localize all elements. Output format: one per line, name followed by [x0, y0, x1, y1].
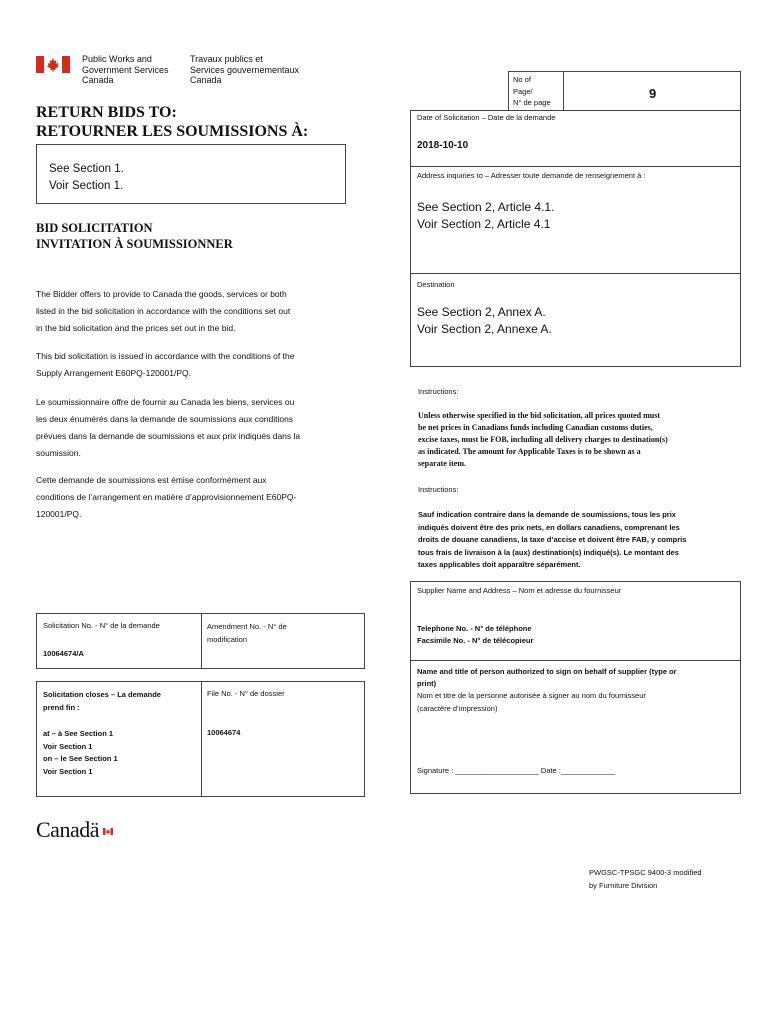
destination-label: Destination [417, 280, 455, 289]
offer-paragraph-fr: Le soumissionnaire offre de fournir au Canada les biens, services ou les deux énumérés dans la demande de soumissions aux conditions prévues dans la demande de soumissions et aux prix indiqués dans la soumission. [36, 397, 301, 458]
solicitation-number-value: 10064674/A [43, 649, 84, 658]
department-name-fr: Travaux publics et Services gouvernementaux Canada [190, 54, 300, 85]
supplier-label: Supplier Name and Address – Nom et adresse du fournisseur [417, 586, 622, 595]
return-bids-heading-en: RETURN BIDS TO: [36, 104, 177, 121]
solicitation-closes-value: at – à See Section 1 Voir Section 1 on – le See Section 1 Voir Section 1 [43, 729, 118, 776]
destination-value: See Section 2, Annex A. Voir Section 2, Annexe A. [417, 305, 552, 336]
date-value: 2018-10-10 [417, 140, 469, 151]
supplier-box [410, 581, 741, 794]
supply-arrangement-paragraph-fr: Cette demande de soumissions est émise conformément aux conditions de l’arrangement en matière d’approvisionnement E60PQ- 120001/PQ. [36, 475, 297, 519]
instructions-label-en: Instructions: [418, 387, 459, 396]
canada-flag-icon [36, 56, 70, 73]
form-number-note: PWGSC-TPSGC 9400-3 modified by Furniture Division [589, 868, 702, 890]
file-number-label: File No. - N° de dossier [207, 689, 285, 698]
offer-paragraph-en: The Bidder offers to provide to Canada the goods, services or both listed in the bid solicitation in accordance with the conditions set out in the bid solicitation and the prices set out in the bid. [36, 289, 291, 333]
page-count-label: No of Page/ N° de page [513, 75, 551, 107]
date-label: Date of Solicitation – Date de la demande [417, 113, 556, 122]
closing-file-box [36, 681, 365, 797]
supply-arrangement-paragraph-en: This bid solicitation is issued in accordance with the conditions of the Supply Arrangement E60PQ-120001/PQ. [36, 351, 295, 378]
bid-solicitation-heading-fr: INVITATION À SOUMISSIONNER [36, 237, 233, 251]
amendment-label: Amendment No. - N° de modification [207, 622, 287, 644]
inquiries-value: See Section 2, Article 4.1. Voir Section 2, Article 4.1 [417, 200, 555, 231]
return-bids-address: See Section 1. Voir Section 1. [49, 163, 124, 192]
instructions-text-fr: Sauf indication contraire dans la demande de soumissions, tous les prix indiqués doivent être des prix nets, en dollars canadiens, comprenant les droits de douane canadiens, la taxe d’accise et doivent être FAB, y compris tous frais de livraison à la (aux) destination(s) indiqué(s). Le montant des taxes applicables doit apparaître séparément. [418, 510, 687, 569]
instructions-label-fr: Instructions: [418, 485, 459, 494]
return-bids-heading-fr: RETOURNER LES SOUMISSIONS À: [36, 123, 309, 140]
instructions-text-en: Unless otherwise specified in the bid solicitation, all prices quoted must be net prices in Canadians funds including Canadian customs duties, excise taxes, must be FOB, including all delivery charges to destination(s) as indicated. The amount for Applicable Taxes is to be shown as a separate item. [418, 411, 668, 468]
page-count-box [508, 71, 741, 111]
telephone-label: Telephone No. - N° de téléphone [417, 624, 532, 633]
solicitation-number-box [36, 613, 365, 669]
canada-wordmark-flag-icon [103, 822, 113, 829]
authorized-person-label-en: Name and title of person authorized to sign on behalf of supplier (type or print) [417, 667, 677, 688]
return-bids-box [36, 144, 346, 204]
signature-line: Signature : ____________________ Date :_____________ [417, 766, 616, 775]
solicitation-closes-label: Solicitation closes – La demande prend fin : [43, 690, 161, 712]
authorized-person-label-fr: Nom et titre de la personne autorisée à signer au nom du fournisseur (caractère d’impression) [417, 691, 646, 713]
page-count-value: 9 [649, 86, 657, 101]
bid-solicitation-heading-en: BID SOLICITATION [36, 221, 153, 235]
file-number-value: 10064674 [207, 728, 241, 737]
solicitation-details-box [410, 110, 741, 367]
canada-wordmark: Canadä [36, 817, 99, 842]
solicitation-number-label: Solicitation No. - N° de la demande [43, 621, 160, 630]
facsimile-label: Facsimile No. - N° de télécopieur [417, 636, 534, 645]
department-name-en: Public Works and Government Services Canada [82, 54, 169, 85]
inquiries-label: Address inquiries to – Adresser toute demande de renseignement à : [417, 171, 646, 180]
